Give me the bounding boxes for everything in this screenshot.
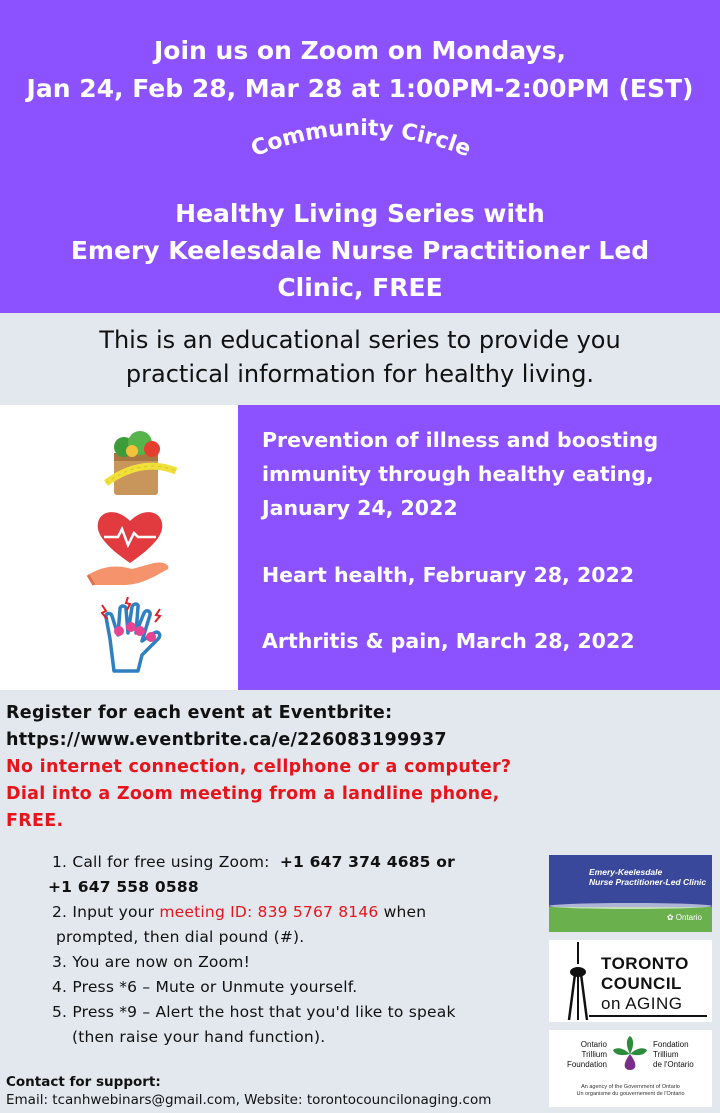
- topic1-line1: Prevention of illness and boosting: [262, 428, 659, 452]
- eventbrite-link[interactable]: https://www.eventbrite.ca/e/226083199937: [6, 730, 447, 750]
- step-1-text: 1. Call for free using Zoom:: [52, 853, 280, 871]
- ek-logo-line2: Nurse Practitioner-Led Clinic: [589, 877, 707, 887]
- ontario-trillium-mini-icon: ✿: [666, 913, 674, 922]
- topic1-line3: January 24, 2022: [262, 496, 458, 520]
- ek-logo-text: [589, 867, 706, 887]
- otf-en1: Ontario: [580, 1040, 607, 1049]
- phone-number-1: +1 647 374 4685 or: [279, 853, 455, 871]
- cn-tower-icon: [563, 942, 593, 1020]
- ek-logo-swoosh: [549, 903, 712, 909]
- tca-line2: COUNCIL: [601, 974, 682, 993]
- header-banner: [0, 0, 720, 313]
- ontario-trillium-foundation-logo: [549, 1030, 712, 1107]
- intro-text: [0, 313, 720, 405]
- otf-fr-name: [653, 1040, 694, 1070]
- emery-keelesdale-logo: [549, 855, 712, 932]
- tca-logo-text: [601, 954, 689, 1014]
- otf-fr2: Trillium: [653, 1050, 679, 1059]
- no-internet-warning: No internet connection, cellphone or a computer?: [6, 757, 512, 777]
- step-1: [52, 850, 532, 875]
- step-2-prefix: 2. Input your: [52, 903, 160, 921]
- step-2: [52, 900, 532, 925]
- register-label: Register for each event at Eventbrite:: [6, 703, 393, 723]
- series-title-line2: Emery Keelesdale Nurse Practitioner Led: [70, 236, 650, 265]
- arthritis-hand-icon: [92, 597, 170, 675]
- otf-en3: Foundation: [566, 1060, 607, 1069]
- community-circle-arc-title: [200, 106, 520, 186]
- step-2-suffix: when: [378, 903, 427, 921]
- intro-line1: This is an educational series to provide you: [99, 326, 621, 354]
- tca-line1: TORONTO: [601, 954, 689, 973]
- tca-line3: [601, 994, 689, 1014]
- toronto-council-on-aging-logo: [549, 940, 712, 1022]
- dial-in-steps: [48, 850, 532, 1050]
- otf-agency-note: [549, 1084, 712, 1098]
- step-5: 5. Press *9 – Alert the host that you'd like to speak: [52, 1003, 456, 1021]
- tca-line3-text: on AGING: [601, 994, 683, 1013]
- tca-underline: [589, 1015, 707, 1017]
- header-dates-line2: Jan 24, Feb 28, Mar 28 at 1:00PM-2:00PM (EST): [26, 74, 694, 103]
- otf-agency-fr: Un organisme du gouvernement de l'Ontario: [576, 1091, 685, 1097]
- otf-en2: Trillium: [581, 1050, 607, 1059]
- intro-line2: practical information for healthy living.: [125, 360, 595, 388]
- registration-info: [6, 700, 511, 835]
- otf-fr1: Fondation: [653, 1040, 689, 1049]
- otf-agency-en: An agency of the Government of Ontario: [581, 1084, 680, 1090]
- topic-icons-panel: [0, 405, 238, 690]
- header-dates-line1: Join us on Zoom on Mondays,: [153, 36, 567, 65]
- dial-in-notice: Dial into a Zoom meeting from a landline phone,: [6, 784, 500, 804]
- topics-panel: [238, 405, 720, 690]
- phone-number-2: +1 647 558 0588: [48, 878, 199, 896]
- step-4: 4. Press *6 – Mute or Unmute yourself.: [52, 978, 358, 996]
- ontario-wordmark: [667, 913, 702, 922]
- otf-en-name: [557, 1040, 607, 1070]
- series-title-line1: Healthy Living Series with: [175, 199, 545, 228]
- trillium-icon: [611, 1036, 649, 1072]
- otf-fr3: de l'Ontario: [653, 1060, 694, 1069]
- series-title: [0, 195, 720, 306]
- arc-title-text: Community Circle: [247, 115, 475, 163]
- dial-in-free: FREE.: [6, 811, 64, 831]
- ontario-wordmark-text: Ontario: [675, 913, 702, 922]
- step-5-line2: (then raise your hand function).: [72, 1028, 326, 1046]
- series-title-line3: Clinic, FREE: [277, 273, 443, 302]
- meeting-id: meeting ID: 839 5767 8146: [159, 903, 379, 921]
- topic-heart-health: Heart health, February 28, 2022: [262, 563, 635, 587]
- svg-text:Community Circle: [248, 116, 474, 162]
- contact-line: Email: tcanhwebinars@gmail.com, Website: torontocouncilonaging.com: [6, 1092, 492, 1108]
- heart-hand-icon: [84, 505, 176, 589]
- step-2-line2: prompted, then dial pound (#).: [56, 928, 305, 946]
- contact-info: [6, 1073, 491, 1109]
- topic-healthy-eating: [262, 423, 712, 525]
- topic-arthritis: Arthritis & pain, March 28, 2022: [262, 629, 635, 653]
- step-3: 3. You are now on Zoom!: [52, 953, 250, 971]
- ek-logo-line1: Emery-Keelesdale: [589, 867, 663, 877]
- contact-title: Contact for support:: [6, 1074, 161, 1090]
- topic1-line2: immunity through healthy eating,: [262, 462, 654, 486]
- grocery-bag-icon: [102, 427, 180, 499]
